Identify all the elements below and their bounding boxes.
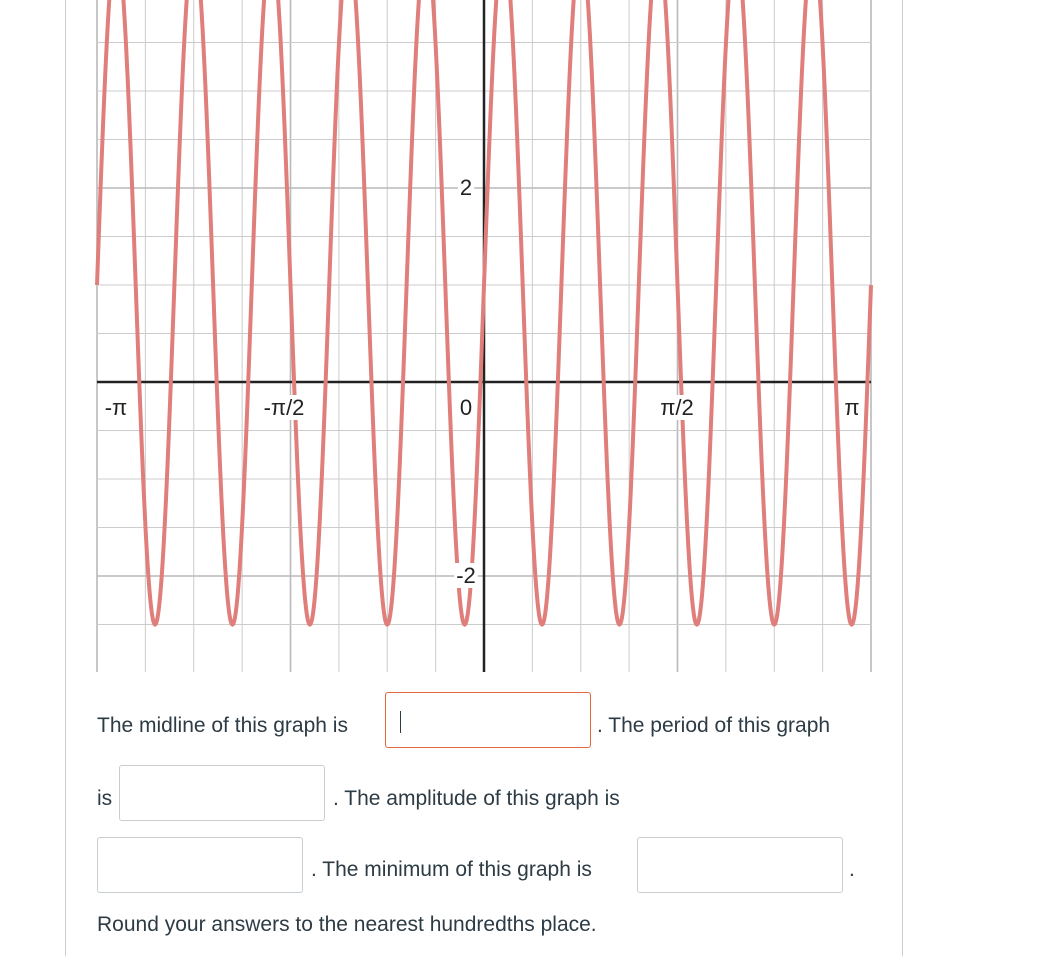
- minimum-prompt: . The minimum of this graph is: [311, 858, 592, 881]
- rounding-instruction: Round your answers to the nearest hundredths place.: [97, 913, 597, 936]
- period-is-text: is: [97, 787, 113, 810]
- amplitude-prompt: . The amplitude of this graph is: [333, 787, 620, 810]
- amplitude-input[interactable]: [97, 837, 303, 893]
- x-tick-label: 0: [459, 395, 473, 420]
- midline-input[interactable]: [385, 692, 591, 748]
- x-tick-label: -π/2: [263, 395, 305, 420]
- y-tick-label: -2: [456, 563, 476, 588]
- minimum-input[interactable]: [637, 837, 843, 893]
- y-tick-label: 2: [459, 175, 473, 200]
- x-tick-label: π/2: [660, 395, 694, 420]
- x-tick-label: -π: [104, 395, 128, 420]
- midline-prompt: The midline of this graph is: [97, 714, 348, 737]
- period-input[interactable]: [119, 765, 325, 821]
- x-tick-label: π: [844, 395, 860, 420]
- period-prompt: . The period of this graph: [597, 714, 831, 737]
- trailing-period: .: [849, 858, 855, 881]
- text-caret: [400, 711, 401, 733]
